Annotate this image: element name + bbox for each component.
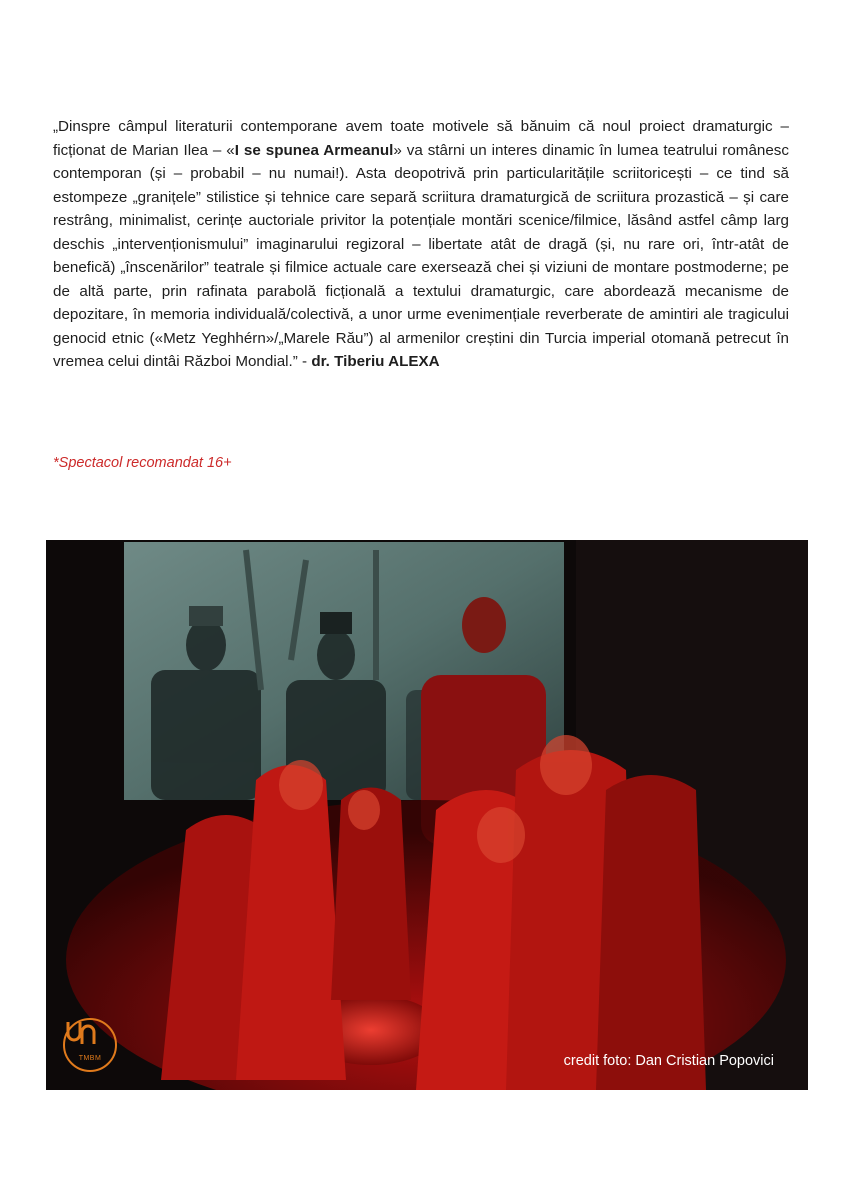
photo-credit: credit foto: Dan Cristian Popovici: [563, 1053, 774, 1069]
quote-opening: „Dinspre câmpul literaturii contemporane avem toate motivele să bănuim că noul proiect dramaturgic – ficționat de Marian Ilea – «: [53, 118, 789, 159]
age-recommendation: *Spectacol recomandat 16+: [53, 455, 232, 471]
play-title: I se spunea Armeanul: [234, 141, 394, 159]
stage-scene-illustration: [46, 540, 808, 1090]
quote-author: dr. Tiberiu ALEXA: [311, 353, 440, 370]
critic-quote: [53, 115, 789, 374]
theatre-logo-icon: [65, 1020, 97, 1046]
quote-body: » va stârni un interes dinamic în lumea teatrului românesc contemporan (și – probabil – nu numai!). Asta deopotrivă prin particularitățile scriitoricești – ce tind să estompeze „granițele” stilistice și tehnice care separă scriitura dramaturgică de scriitura prozastică – și care restrâng, minimalist, cerințe auctoriale privitor la potențiale montări scenice/filmice, lăsând astfel câmp larg deschis „intervenționismului” imaginarului regizoral – libertate atât de dragă (și, nu rare ori, într-atât de benefică) „înscenărilor” teatrale și filmice actuale care exersează chei și viziuni de montare postmoderne; pe de altă parte, prin rafinata parabolă ficțională a textului dramaturgic, care abordează mecanisme de depozitare, în memoria individuală/colectivă, a unor urme evenimențiale reverberate de amintiri ale tragicului genocid etnic («Metz Yeghhérn»/„Marele Rău”) al armenilor creștini din Turcia imperial otomană petrecut în vremea celui dintâi Război Mondial.” -: [53, 141, 789, 370]
theatre-logo: [63, 1018, 117, 1072]
theatre-logo-text: TMBM: [78, 1055, 102, 1062]
production-photo: [46, 540, 808, 1090]
